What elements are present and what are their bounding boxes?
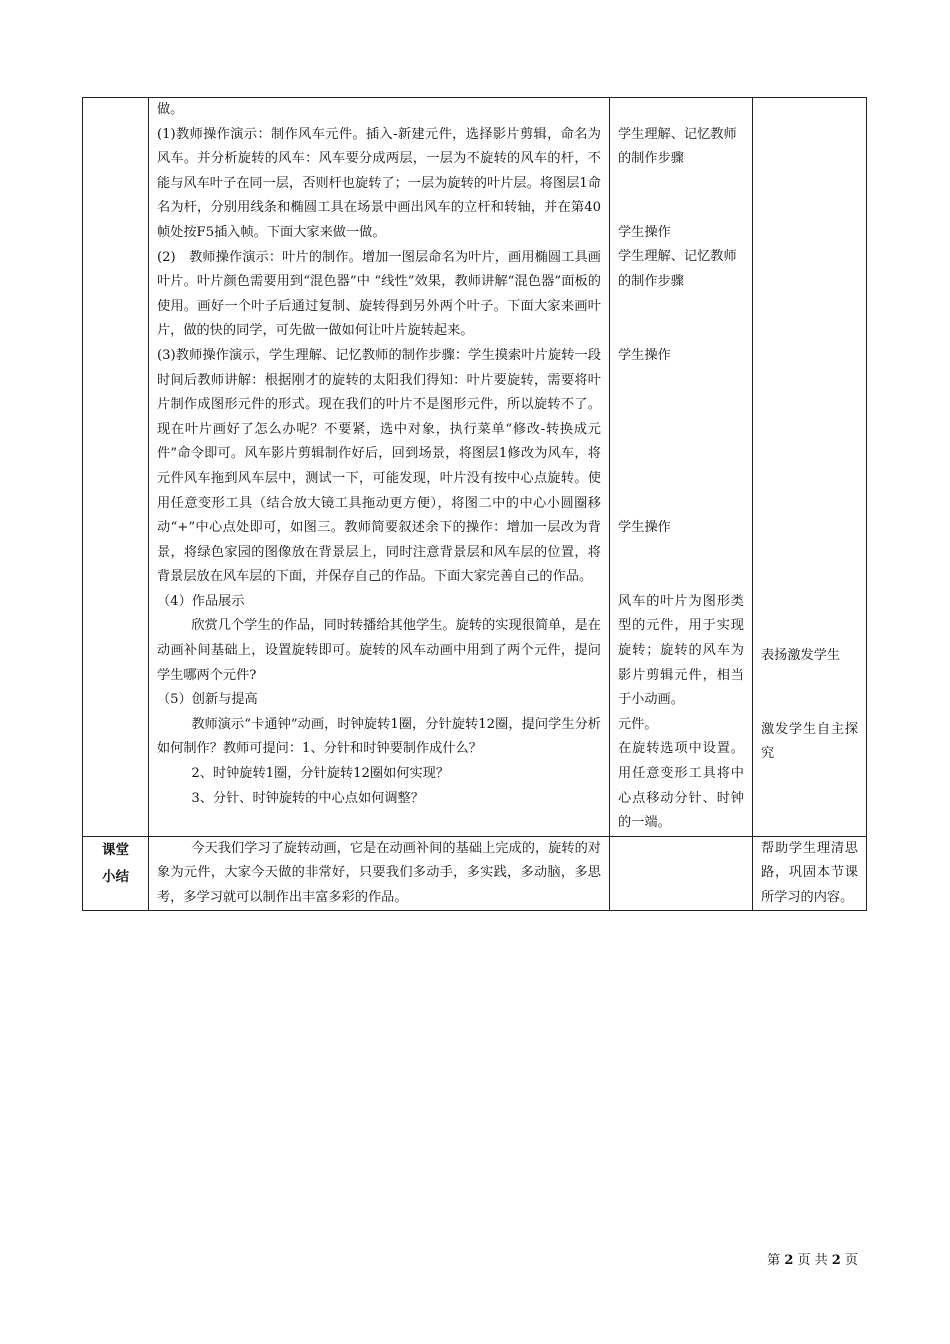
spacer [761, 98, 858, 644]
intent-note: 激发学生自主探究 [761, 721, 858, 762]
table-row [83, 98, 867, 837]
student-note: 在旋转选项中设置。用任意变形工具将中心点移动分针、时钟的一端。 [618, 741, 744, 831]
spacer [618, 368, 744, 516]
paragraph: （4）作品展示 [157, 593, 245, 609]
spacer [761, 669, 858, 718]
section-label: 课堂 [102, 841, 129, 858]
teacher-activity-cell [149, 836, 610, 911]
paragraph: 2、时钟旋转1圈，分针旋转12圈如何实现？ [191, 766, 450, 782]
student-note: 学生操作 [618, 224, 671, 240]
student-note: 学生操作 [618, 520, 671, 536]
section-label: 小结 [102, 868, 129, 885]
student-note: 风车的叶片为图形类型的元件，用于实现旋转；旋转的风车为影片剪辑元件，相当于小动画。 [618, 593, 744, 708]
current-page-number: 2 [784, 1253, 794, 1268]
spacer [618, 541, 744, 590]
intent-note: 表扬激发学生 [761, 648, 841, 663]
lesson-plan-table [82, 97, 867, 911]
student-activity-cell [610, 98, 753, 837]
student-note: 学生理解、记忆教师的制作步骤 [618, 249, 737, 289]
paragraph: (2) 教师操作演示：叶片的制作。增加一图层命名为叶片，画用椭圆工具画叶片。叶片颜色需要用到“混色器”中 “线性”效果，教师讲解“混色器”面板的使用。画好一个叶子后通过复制、旋转得到另外两个叶子。下面大家来画叶片，做的快的同学，可先做一做如何让叶片旋转起来。 [157, 249, 601, 339]
paragraph: 3、分针、时钟旋转的中心点如何调整？ [191, 790, 424, 806]
design-intent-cell [753, 98, 867, 837]
footer-middle: 页 共 [797, 1253, 828, 1268]
teacher-activity-cell [149, 98, 610, 837]
page-footer [767, 1249, 858, 1268]
student-note: 学生操作 [618, 347, 671, 363]
footer-suffix: 页 [844, 1253, 858, 1268]
spacer [618, 295, 744, 344]
section-label-cell [83, 836, 149, 911]
table-row [83, 836, 867, 911]
total-page-number: 2 [831, 1253, 841, 1268]
section-label-cell [83, 98, 149, 837]
student-note: 元件。 [618, 716, 658, 732]
spacer [618, 172, 744, 221]
paragraph: （5）创新与提高 [157, 692, 258, 708]
paragraph: (3)教师操作演示，学生理解、记忆教师的制作步骤：学生摸索叶片旋转一段时间后教师讲解：根据刚才的旋转的太阳我们得知：叶片要旋转，需要将叶片制作成图形元件的形式。现在我们的叶片不是图形元件，所以旋转不了。现在叶片画好了怎么办呢？不要紧，选中对象，执行菜单“修改-转换成元件”命令即可。风车影片剪辑制作好后，回到场景，将图层1修改为风车，将元件风车拖到风车层中，测试一下，可能发现，叶片没有按中心点旋转。使用任意变形工具（结合放大镜工具拖动更方便），将图二中的中心小圆圈移动“+”中心点处即可，如图三。教师简要叙述余下的操作：增加一层改为背景，将绿色家园的图像放在背景层上，同时注意背景层和风车层的位置，将背景层放在风车层的下面，并保存自己的作品。下面大家完善自己的作品。 [157, 347, 601, 585]
paragraph: 教师演示“卡通钟”动画，时钟旋转1圈，分针旋转12圈，提问学生分析如何制作？教师可提问：1、分针和时钟要制作成什么？ [157, 716, 601, 757]
spacer [618, 98, 744, 123]
paragraph: 欣赏几个学生的作品，同时转播给其他学生。旋转的实现很简单，是在动画补间基础上，设置旋转即可。旋转的风车动画中用到了两个元件，提问学生哪两个元件? [157, 618, 601, 683]
student-note: 学生理解、记忆教师的制作步骤 [618, 126, 737, 167]
paragraph: 做。 [157, 102, 184, 117]
design-intent-cell [753, 836, 867, 911]
intent-note: 帮助学生理清思路，巩固本节课所学习的内容。 [761, 840, 858, 905]
student-activity-cell [610, 836, 753, 911]
footer-prefix: 第 [767, 1253, 781, 1268]
paragraph: (1)教师操作演示：制作风车元件。插入-新建元件，选择影片剪辑，命名为风车。并分析旋转的风车：风车要分成两层，一层为不旋转的风车的杆，不能与风车叶子在同一层，否则杆也旋转了；一层为旋转的叶片层。将图层1命名为杆，分别用线条和椭圆工具在场景中画出风车的立杆和转轴，并在第40帧处按F5插入帧。下面大家来做一做。 [157, 126, 601, 240]
summary-paragraph: 今天我们学习了旋转动画，它是在动画补间的基础上完成的，旋转的对象为元件，大家今天做的非常好，只要我们多动手，多实践，多动脑，多思考，多学习就可以制作出丰富多彩的作品。 [157, 840, 601, 905]
